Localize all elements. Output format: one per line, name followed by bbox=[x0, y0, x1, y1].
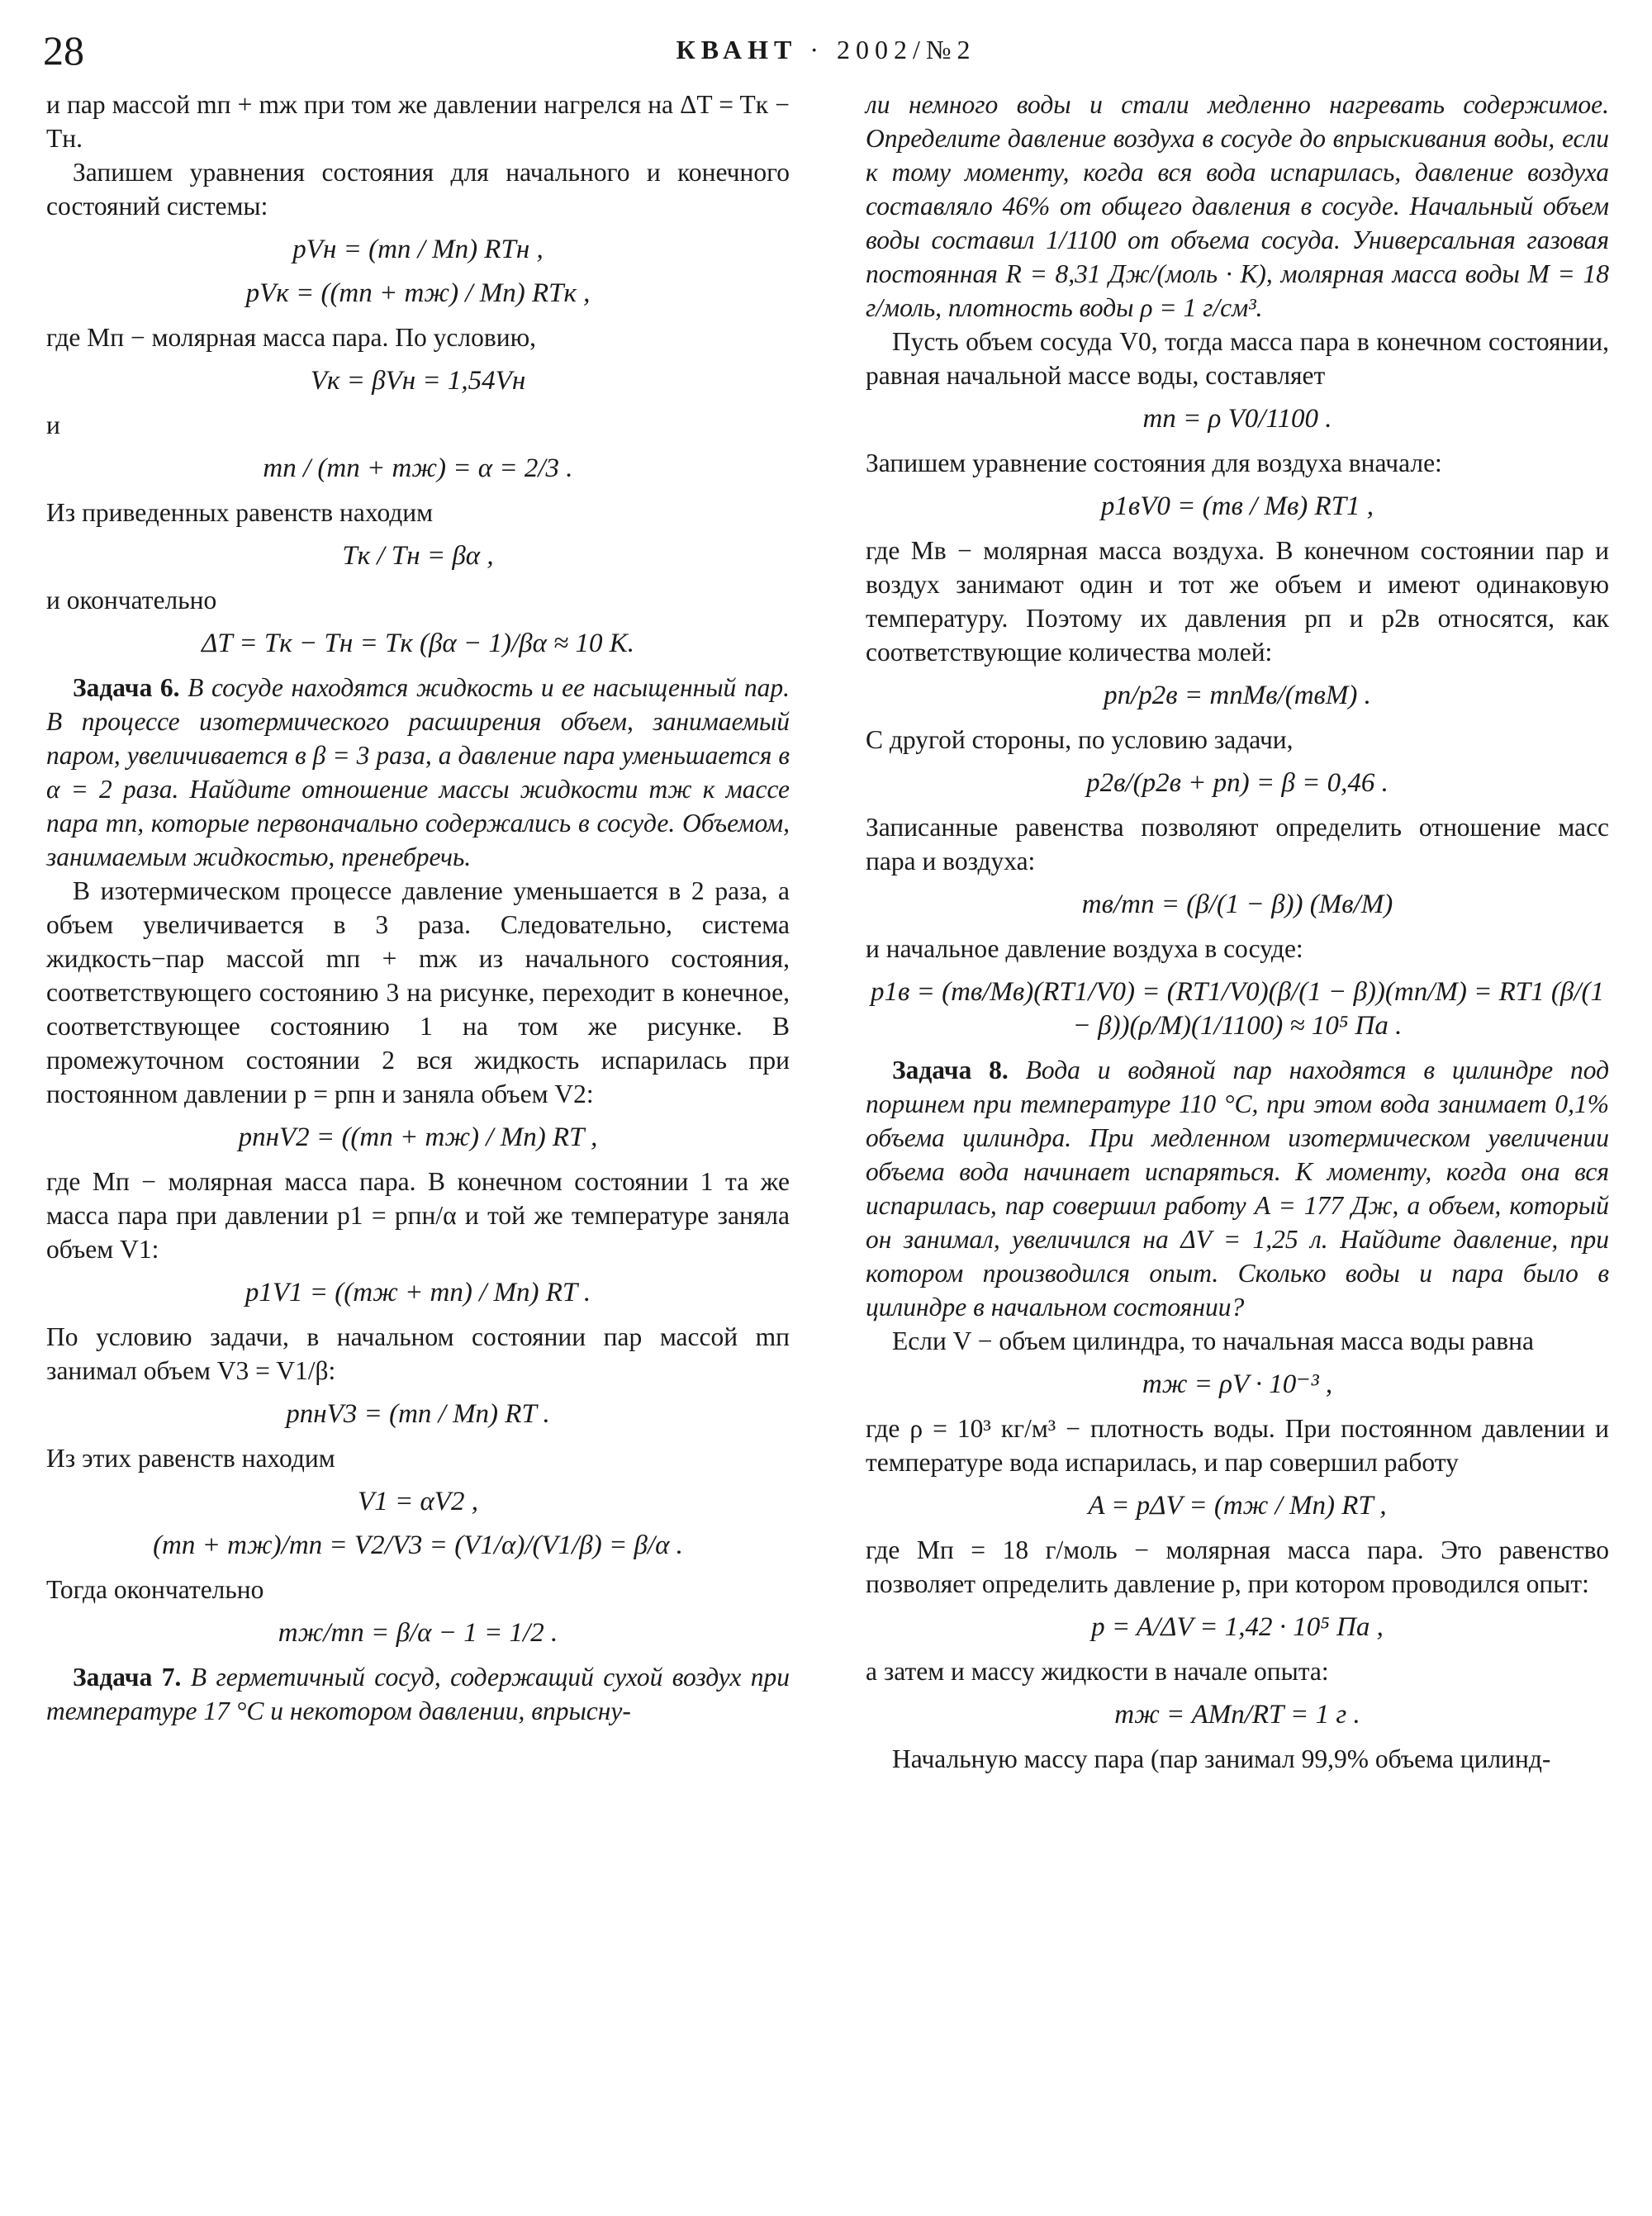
formula bbox=[46, 1485, 790, 1519]
paragraph: Запишем уравнение состояния для воздуха вначале: bbox=[866, 448, 1442, 477]
formula-text: ΔT = Tк − Tн = Tк (βα − 1)/βα ≈ 10 К. bbox=[202, 629, 634, 658]
paragraph: Если V − объем цилиндра, то начальная масса воды равна bbox=[892, 1326, 1534, 1355]
formula bbox=[866, 1368, 1609, 1402]
task-statement bbox=[46, 1660, 790, 1728]
task-text: Вода и водяной пар находятся в цилиндре под поршнем при температуре 110 °С, при этом вода занимает 0,1% объема цилиндра. При медленном изотермическом увеличении объема вода начинает испаряться. К моменту, когда она вся испарилась, пар совершил работу A = 177 Дж, а объем, который он занимал, увеличился на ΔV = 1,25 л. Найдите давление, при котором производился опыт. Сколько воды и пара было в цилиндре в начальном состоянии? bbox=[866, 1056, 1609, 1322]
formula bbox=[46, 1276, 790, 1310]
task-label: Задача 6. bbox=[73, 673, 180, 702]
paragraph: Из этих равенств находим bbox=[46, 1444, 335, 1473]
page-header bbox=[0, 0, 1652, 83]
page-number: 28 bbox=[43, 27, 84, 74]
formula bbox=[46, 277, 790, 311]
formula-text: mп = ρ V0/1100 . bbox=[1142, 404, 1332, 434]
paragraph: и bbox=[46, 410, 60, 439]
formula bbox=[866, 975, 1612, 1043]
formula bbox=[46, 452, 790, 486]
formula-text: mп / (mп + mж) = α = 2/3 . bbox=[263, 453, 573, 483]
paragraph: а затем и массу жидкости в начале опыта: bbox=[866, 1657, 1329, 1686]
formula-text: mж/mп = β/α − 1 = 1/2 . bbox=[278, 1618, 558, 1648]
formula bbox=[46, 627, 790, 661]
journal-name: КВАНТ bbox=[676, 35, 798, 64]
formula-text: mж = AMп/RT = 1 г . bbox=[1114, 1700, 1360, 1730]
formula bbox=[46, 1529, 790, 1563]
task-text: В герметичный сосуд, содержащий сухой воздух при температуре 17 °С и некотором давлении, впрысну- bbox=[46, 1663, 790, 1725]
paragraph: где Mп − молярная масса пара. В конечном состоянии 1 та же масса пара при давлении p1 = pпн/α и той же температуре заняла объем V1: bbox=[46, 1167, 790, 1264]
task-statement bbox=[46, 671, 790, 874]
formula-text: A = pΔV = (mж / Mп) RT , bbox=[1088, 1491, 1387, 1521]
paragraph: где Mп − молярная масса пара. По условию, bbox=[46, 323, 536, 352]
paragraph: В изотермическом процессе давление уменьшается в 2 раза, а объем увеличивается в 3 раза. Следовательно, система жидкость−пар массой mп + mж из начального состояния, соответствующего состоянию 3 на рисунке, переходит в конечное, соответствующее состоянию 1 на том же рисунке. В промежуточном состоянии 2 вся жидкость испарилась при постоянном давлении p = pпн и заняла объем V2: bbox=[46, 876, 790, 1108]
formula-text: p = A/ΔV = 1,42 · 10⁵ Па , bbox=[1091, 1612, 1384, 1642]
formula bbox=[46, 1121, 790, 1155]
task-label: Задача 7. bbox=[73, 1663, 182, 1692]
paragraph: Начальную массу пара (пар занимал 99,9% объема цилинд- bbox=[892, 1744, 1551, 1773]
formula bbox=[866, 679, 1609, 713]
formula-text: p1в = (mв/Mв)(RT1/V0) = (RT1/V0)(β/(1 − β))(mп/M) = RT1 (β/(1 − β))(ρ/M)(1/1100) ≈ 10⁵ Па . bbox=[871, 977, 1612, 1041]
formula bbox=[866, 402, 1609, 436]
formula bbox=[866, 490, 1609, 524]
paragraph: С другой стороны, по условию задачи, bbox=[866, 725, 1294, 754]
formula-text: pпнV3 = (mп / Mп) RT . bbox=[286, 1399, 550, 1429]
task-statement bbox=[866, 1053, 1609, 1324]
paragraph: и пар массой mп + mж при том же давлении нагрелся на ΔT = Tк − Tн. bbox=[46, 90, 790, 153]
paragraph: Из приведенных равенств находим bbox=[46, 498, 434, 527]
formula-text: V1 = αV2 , bbox=[358, 1487, 478, 1516]
formula-text: Vк = βVн = 1,54Vн bbox=[310, 366, 526, 396]
formula bbox=[866, 888, 1609, 922]
journal-issue: 2002/№2 bbox=[837, 35, 976, 64]
formula bbox=[866, 1611, 1609, 1644]
formula bbox=[46, 1397, 790, 1431]
paragraph: Записанные равенства позволяют определить отношение масс пара и воздуха: bbox=[866, 813, 1609, 875]
formula bbox=[46, 233, 790, 267]
formula-text: (mп + mж)/mп = V2/V3 = (V1/α)/(V1/β) = β/α . bbox=[153, 1530, 683, 1560]
formula-text: pVн = (mп / Mп) RTн , bbox=[292, 235, 544, 264]
formula-text: Tк / Tн = βα , bbox=[342, 541, 494, 571]
paragraph: По условию задачи, в начальном состоянии пар массой mп занимал объем V3 = V1/β: bbox=[46, 1322, 790, 1385]
formula-text: mж = ρV · 10⁻³ , bbox=[1142, 1369, 1333, 1399]
formula bbox=[866, 1489, 1609, 1523]
formula-text: p1V1 = ((mж + mп) / Mп) RT . bbox=[244, 1278, 591, 1307]
paragraph: Тогда окончательно bbox=[46, 1575, 264, 1604]
formula bbox=[46, 1616, 790, 1650]
formula bbox=[46, 539, 790, 573]
formula-text: p2в/(p2в + pп) = β = 0,46 . bbox=[1086, 768, 1389, 798]
formula-text: pп/p2в = mпMв/(mвM) . bbox=[1104, 681, 1371, 710]
right-column bbox=[866, 88, 1612, 1776]
formula-text: pVк = ((mп + mж) / Mп) RTк , bbox=[245, 278, 591, 308]
task-label: Задача 8. bbox=[892, 1056, 1009, 1084]
task-text: В сосуде находятся жидкость и ее насыщенный пар. В процессе изотермического расширения объем, занимаемый паром, увеличивается в β = 3 раза, а давление пара уменьшается в α = 2 раза. Найдите отношение массы жидкости mж к массе пара mп, которые первоначально содержались в сосуде. Объемом, занимаемым жидкостью, пренебречь. bbox=[46, 673, 790, 871]
formula-text: pпнV2 = ((mп + mж) / Mп) RT , bbox=[238, 1122, 598, 1152]
formula bbox=[866, 1698, 1609, 1732]
formula bbox=[46, 364, 790, 398]
paragraph: и окончательно bbox=[46, 586, 217, 615]
journal-title: КВАНТ · 2002/№2 bbox=[676, 35, 976, 64]
task-statement-continued: ли немного воды и стали медленно нагревать содержимое. Определите давление воздуха в сосуде до впрыскивания воды, если к тому моменту, когда вся вода испарилась, давление воздуха составляло 46% от общего давления в сосуде. Начальный объем воды составил 1/1100 от объема сосуда. Универсальная газовая постоянная R = 8,31 Дж/(моль · К), молярная масса воды M = 18 г/моль, плотность воды ρ = 1 г/см³. bbox=[866, 90, 1609, 322]
formula bbox=[866, 766, 1609, 800]
formula-text: p1вV0 = (mв / Mв) RT1 , bbox=[1100, 491, 1374, 521]
paragraph: Пусть объем сосуда V0, тогда масса пара в конечном состоянии, равная начальной массе воды, составляет bbox=[866, 327, 1609, 390]
paragraph: где Mв − молярная масса воздуха. В конечном состоянии пар и воздух занимают один и тот же объем и имеют одинаковую температуру. Поэтому их давления pп и p2в относятся, как соответствующие количества молей: bbox=[866, 536, 1609, 667]
formula-text: mв/mп = (β/(1 − β)) (Mв/M) bbox=[1081, 890, 1393, 919]
paragraph: где ρ = 10³ кг/м³ − плотность воды. При постоянном давлении и температуре вода испарилась, и пар совершил работу bbox=[866, 1414, 1609, 1477]
paragraph: где Mп = 18 г/моль − молярная масса пара. Это равенство позволяет определить давление p, при котором проводился опыт: bbox=[866, 1535, 1609, 1598]
paragraph: Запишем уравнения состояния для начального и конечного состояний системы: bbox=[46, 158, 790, 221]
paragraph: и начальное давление воздуха в сосуде: bbox=[866, 934, 1303, 963]
left-column bbox=[46, 88, 790, 1728]
